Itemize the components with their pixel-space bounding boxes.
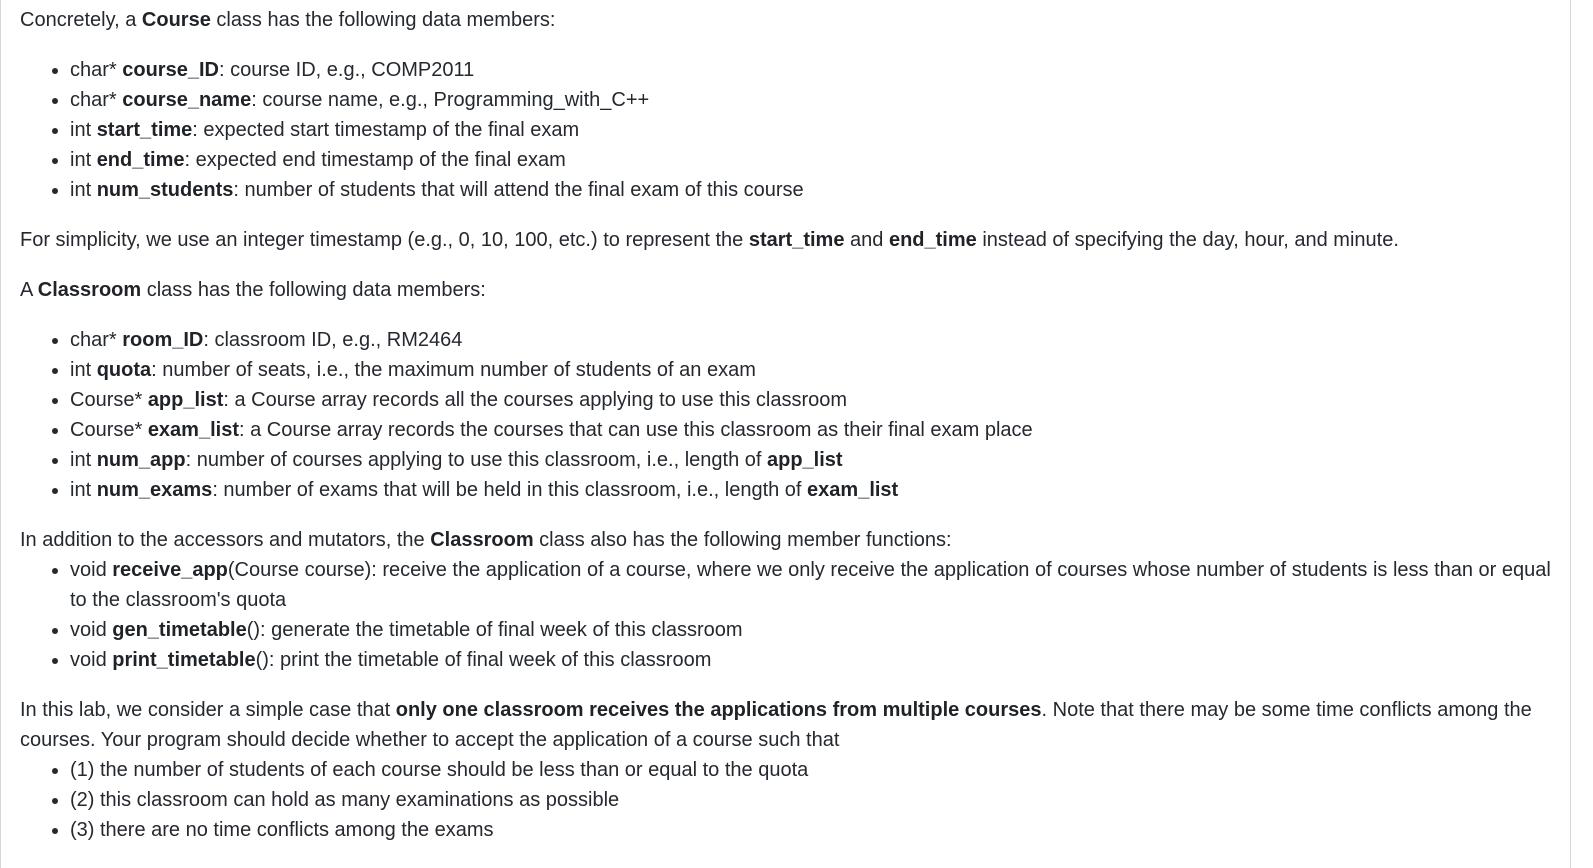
classroom-intro-paragraph (20, 275, 1560, 305)
bold-term: Course (141, 9, 211, 31)
member-desc: : number of students that will attend the final exam of this course (233, 179, 804, 201)
member-name: course_name (122, 89, 252, 111)
bold-term: end_time (888, 229, 977, 251)
text: In this lab, we consider a simple case that (20, 699, 396, 721)
member-type: int (70, 359, 97, 381)
classroom-members-list (20, 325, 1560, 505)
text: For simplicity, we use an integer timestamp (e.g., 0, 10, 100, etc.) to represent the (20, 229, 749, 251)
text: class has the following data members: (141, 279, 486, 301)
list-item (70, 645, 1560, 675)
member-desc: : number of seats, i.e., the maximum number of students of an exam (151, 359, 756, 381)
list-item (70, 145, 1560, 175)
text: and (844, 229, 889, 251)
bold-term: Classroom (430, 529, 534, 551)
function-desc: (): print the timetable of final week of this classroom (255, 649, 712, 671)
member-name: num_exams (96, 479, 213, 501)
content (20, 5, 1560, 845)
function-return-type: void (70, 619, 113, 641)
list-item: • (2) this classroom can hold as many examinations as possible (70, 785, 1560, 815)
member-tail: app_list (767, 449, 843, 471)
member-desc: : number of courses applying to use this classroom, i.e., length of (185, 449, 767, 471)
member-type: char* (70, 89, 123, 111)
list-item (70, 415, 1560, 445)
function-name: print_timetable (112, 649, 256, 671)
member-type: int (70, 179, 97, 201)
member-name: num_students (96, 179, 234, 201)
list-item (70, 615, 1560, 645)
member-desc: : a Course array records the courses that can use this classroom as their final exam place (238, 419, 1033, 441)
simplicity-paragraph (20, 225, 1560, 255)
course-members-list (20, 55, 1560, 205)
text: class has the following data members: (210, 9, 556, 31)
bold-term: only one classroom receives the applications from multiple courses (395, 699, 1042, 721)
member-type: int (70, 449, 97, 471)
member-type: char* (70, 59, 123, 81)
right-border (1570, 0, 1571, 868)
course-intro-paragraph (20, 5, 1560, 35)
list-item (70, 55, 1560, 85)
bold-term: start_time (748, 229, 845, 251)
member-type: int (70, 149, 97, 171)
list-item: • (3) there are no time conflicts among the exams (70, 815, 1560, 845)
lab-paragraph (20, 695, 1560, 755)
member-desc: : a Course array records all the courses applying to use this classroom (223, 389, 848, 411)
bold-term: Classroom (37, 279, 142, 301)
function-return-type: void (70, 649, 113, 671)
member-desc: : course ID, e.g., COMP2011 (218, 59, 475, 81)
member-tail: exam_list (807, 479, 899, 501)
list-item (70, 555, 1560, 615)
function-return-type: void (70, 559, 113, 581)
list-item (70, 115, 1560, 145)
member-desc: : expected start timestamp of the final exam (192, 119, 580, 141)
list-item (70, 85, 1560, 115)
member-type: char* (70, 329, 123, 351)
member-name: end_time (96, 149, 185, 171)
member-desc: : classroom ID, e.g., RM2464 (203, 329, 463, 351)
member-name: room_ID (122, 329, 204, 351)
member-name: start_time (96, 119, 193, 141)
list-item (70, 175, 1560, 205)
member-type: int (70, 119, 97, 141)
left-border (0, 0, 1, 868)
text: class also has the following member functions: (533, 529, 952, 551)
member-name: quota (96, 359, 152, 381)
text: . Note that there may be some time conflicts among the courses. Your program should decide whether to accept the application of a course such that (20, 699, 1532, 751)
list-item (70, 355, 1560, 385)
member-name: num_app (96, 449, 186, 471)
text: A (20, 279, 38, 301)
conditions-list (20, 755, 1560, 845)
list-item: • (1) the number of students of each course should be less than or equal to the quota (70, 755, 1560, 785)
member-desc: : expected end timestamp of the final exam (184, 149, 566, 171)
member-name: course_ID (122, 59, 219, 81)
function-name: receive_app (112, 559, 228, 581)
function-name: gen_timetable (112, 619, 247, 641)
member-type: int (70, 479, 97, 501)
member-name: exam_list (147, 419, 239, 441)
member-type: Course* (70, 389, 148, 411)
functions-intro-paragraph (20, 525, 1560, 555)
list-item (70, 445, 1560, 475)
function-desc: (Course course): receive the application of a course, where we only receive the application of courses whose number of students is less than or equal to the classroom's quota (70, 559, 1551, 611)
member-name: app_list (147, 389, 224, 411)
list-item (70, 385, 1560, 415)
text: Concretely, a (20, 9, 142, 31)
text: instead of specifying the day, hour, and minute. (976, 229, 1399, 251)
function-desc: (): generate the timetable of final week of this classroom (246, 619, 743, 641)
list-item (70, 325, 1560, 355)
member-type: Course* (70, 419, 148, 441)
member-desc: : number of exams that will be held in this classroom, i.e., length of (212, 479, 808, 501)
list-item (70, 475, 1560, 505)
functions-list (20, 555, 1560, 675)
text: In addition to the accessors and mutators, the (20, 529, 431, 551)
member-desc: : course name, e.g., Programming_with_C++ (251, 89, 650, 111)
